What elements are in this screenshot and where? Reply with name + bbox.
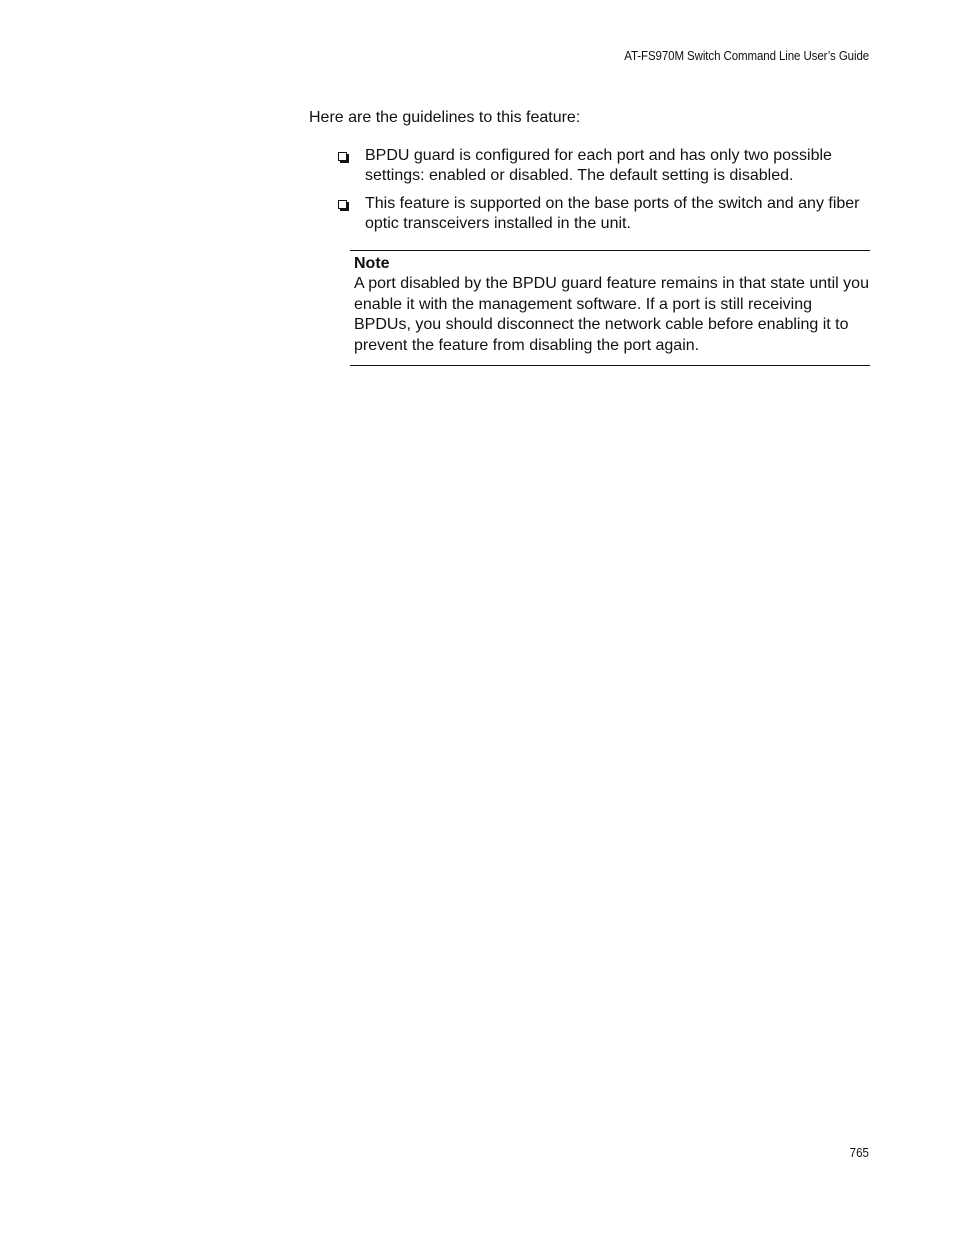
list-item <box>336 194 870 234</box>
intro-paragraph: Here are the guidelines to this feature: <box>309 109 581 126</box>
list-item <box>336 146 870 186</box>
list-item-text: This feature is supported on the base ports of the switch and any fiber optic transceivers installed in the unit. <box>365 195 860 232</box>
note-box <box>350 250 870 366</box>
running-header: AT-FS970M Switch Command Line User’s Guide <box>624 49 869 63</box>
checkbox-bullet-icon <box>338 200 347 209</box>
note-title: Note <box>354 255 390 272</box>
note-body: A port disabled by the BPDU guard feature remains in that state until you enable it with the management software. If a port is still receiving BPDUs, you should disconnect the network cable before enabling it to prevent the feature from disabling the port again. <box>354 275 869 354</box>
guidelines-list <box>336 146 870 242</box>
list-item-text: BPDU guard is configured for each port and has only two possible settings: enabled or disabled. The default setting is disabled. <box>365 147 832 184</box>
page-number: 765 <box>849 1146 869 1160</box>
checkbox-bullet-icon <box>338 152 347 161</box>
